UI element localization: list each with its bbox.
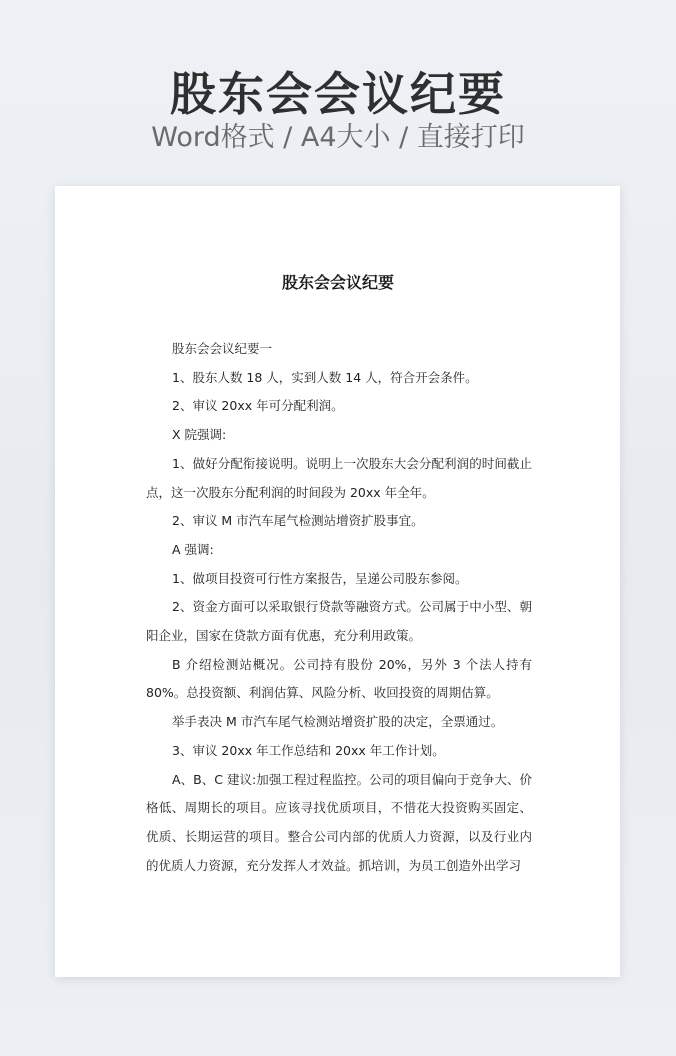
body-paragraph: 2、资金方面可以采取银行贷款等融资方式。公司属于中小型、朝阳企业，国家在贷款方面有优惠，充分利用政策。 bbox=[146, 599, 532, 644]
body-paragraph: 举手表决 M 市汽车尾气检测站增资扩股的决定，全票通过。 bbox=[172, 714, 504, 730]
body-paragraph: 3、审议 20xx 年工作总结和 20xx 年工作计划。 bbox=[172, 742, 445, 758]
body-paragraph: 2、审议 20xx 年可分配利润。 bbox=[172, 398, 344, 414]
banner-title: 股东会会议纪要 bbox=[170, 67, 506, 121]
body-paragraph: 1、股东人数 18 人，实到人数 14 人，符合开会条件。 bbox=[172, 369, 478, 385]
body-paragraph: X 院强调: bbox=[172, 427, 227, 443]
body-paragraph: A、B、C 建议:加强工程过程监控。公司的项目偏向于竞争大、价格低、周期长的项目。应该寻找优质项目，不惜花大投资购买固定、优质、长期运营的项目。整合公司内部的优质人力资源，以及行业内的优质人力资源，充分发挥人才效益。抓培训，为员工创造外出学习 bbox=[146, 771, 532, 873]
section-heading: 股东会会议纪要一 bbox=[172, 341, 273, 356]
document-body bbox=[146, 335, 532, 880]
body-paragraph: A 强调: bbox=[172, 541, 214, 557]
banner-subtitle: Word格式 / A4大小 / 直接打印 bbox=[151, 122, 525, 153]
body-paragraph: 2、审议 M 市汽车尾气检测站增资扩股事宜。 bbox=[172, 513, 424, 529]
body-paragraph: B 介绍检测站概况。公司持有股份 20%，另外 3 个法人持有 80%。总投资额、利润估算、风险分析、收回投资的周期估算。 bbox=[146, 656, 532, 701]
body-paragraph: 1、做好分配衔接说明。说明上一次股东大会分配利润的时间截止点，这一次股东分配利润的时间段为 20xx 年全年。 bbox=[146, 455, 532, 500]
body-paragraph: 1、做项目投资可行性方案报告，呈递公司股东参阅。 bbox=[172, 570, 468, 586]
document-title: 股东会会议纪要 bbox=[281, 273, 394, 292]
